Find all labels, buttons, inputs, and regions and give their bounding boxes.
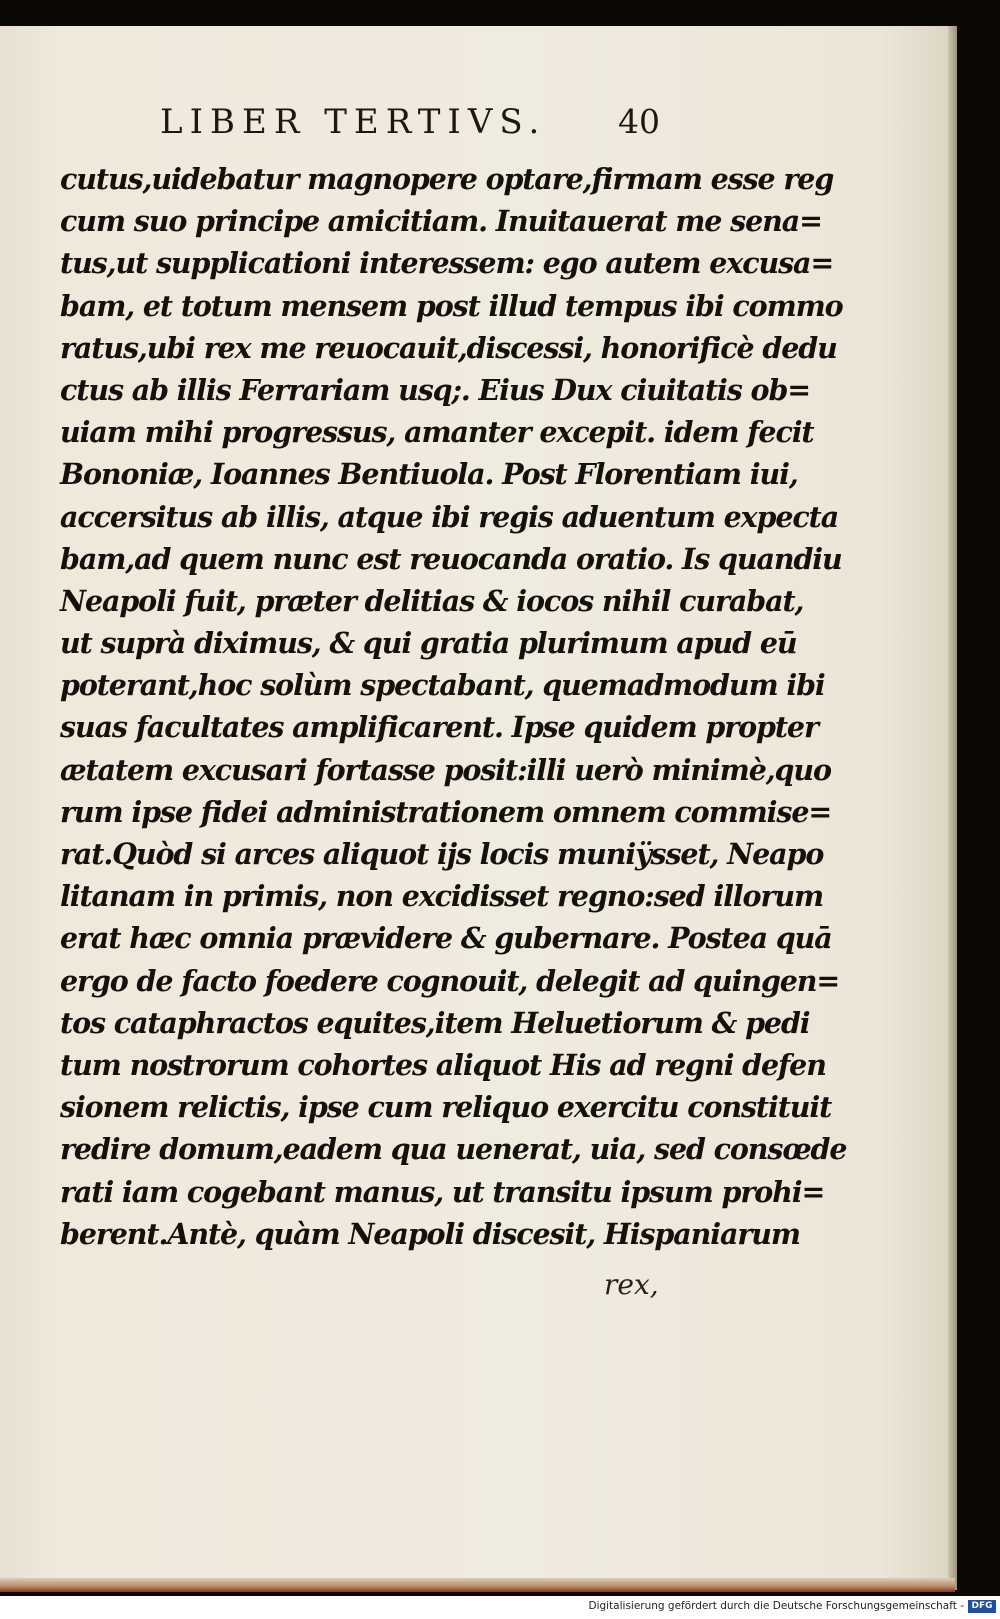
text-line: rati iam cogebant manus, ut transitu ipsum prohi= [60, 1174, 825, 1209]
text-line: ergo de facto foedere cognouit, delegit ad quingen= [60, 963, 840, 998]
page-number: 40 [618, 102, 660, 141]
text-line: uiam mihi progressus, amanter excepit. idem fecit [60, 415, 814, 450]
text-line: tos cataphractos equites,item Heluetiorum & pedi [60, 1005, 810, 1040]
text-line: cutus,uidebatur magnopere optare,firmam esse reg [60, 162, 834, 196]
text-line: Bononiæ, Ioannes Bentiuola. Post Florentiam iui, [60, 457, 798, 492]
text-line: redire domum,eadem qua uenerat, uia, sed consœde [60, 1132, 847, 1167]
text-line: erat hæc omnia prævidere & gubernare. Postea quā [60, 921, 832, 956]
text-line: tum nostrorum cohortes aliquot His ad regni defen [60, 1047, 826, 1082]
catchword: rex, [604, 1268, 659, 1301]
text-line: rat.Quòd si arces aliquot ijs locis muniÿsset, Neapo [60, 837, 824, 871]
page-edge [948, 26, 957, 1590]
text-line: poterant,hoc solùm spectabant, quemadmodum ibi [60, 668, 825, 703]
text-line: ratus,ubi rex me reuocauit,discessi, honorificè dedu [60, 330, 837, 365]
text-line: sionem relictis, ipse cum reliquo exercitu constituit [60, 1090, 832, 1125]
text-line: bam, et totum mensem post illud tempus ibi commo [60, 288, 843, 323]
running-head: LIBER TERTIVS. [160, 102, 547, 142]
text-line: ætatem excusari fortasse posit:illi uerò minimè,quo [60, 752, 831, 787]
text-line: litanam in primis, non excidisset regno:sed illorum [60, 879, 824, 914]
text-line: cum suo principe amicitiam. Inuitauerat me sena= [60, 204, 822, 239]
text-line: rum ipse fidei administrationem omnem commise= [60, 794, 832, 829]
text-line: Neapoli fuit, præter delitias & iocos nihil curabat, [60, 583, 804, 618]
text-line: accersitus ab illis, atque ibi regis aduentum expecta [60, 499, 839, 534]
text-line: suas facultates amplificarent. Ipse quidem propter [60, 710, 818, 745]
body-text [60, 158, 847, 1255]
text-line: bam,ad quem nunc est reuocanda oratio. Is quandiu [60, 541, 842, 576]
digitization-credit: Digitalisierung gefördert durch die Deutsche Forschungsgemeinschaft - [588, 1600, 964, 1612]
text-line: ut suprà diximus, & qui gratia plurimum apud eū [60, 626, 797, 661]
text-line: tus,ut supplicationi interessem: ego autem excusa= [60, 246, 834, 281]
page-bottom-edge [0, 1578, 955, 1592]
dfg-logo-icon: DFG [968, 1600, 996, 1613]
text-line: berent.Antè, quàm Neapoli discesit, Hispaniarum [60, 1216, 800, 1251]
text-line: ctus ab illis Ferrariam usq;. Eius Dux ciuitatis ob= [60, 372, 811, 407]
